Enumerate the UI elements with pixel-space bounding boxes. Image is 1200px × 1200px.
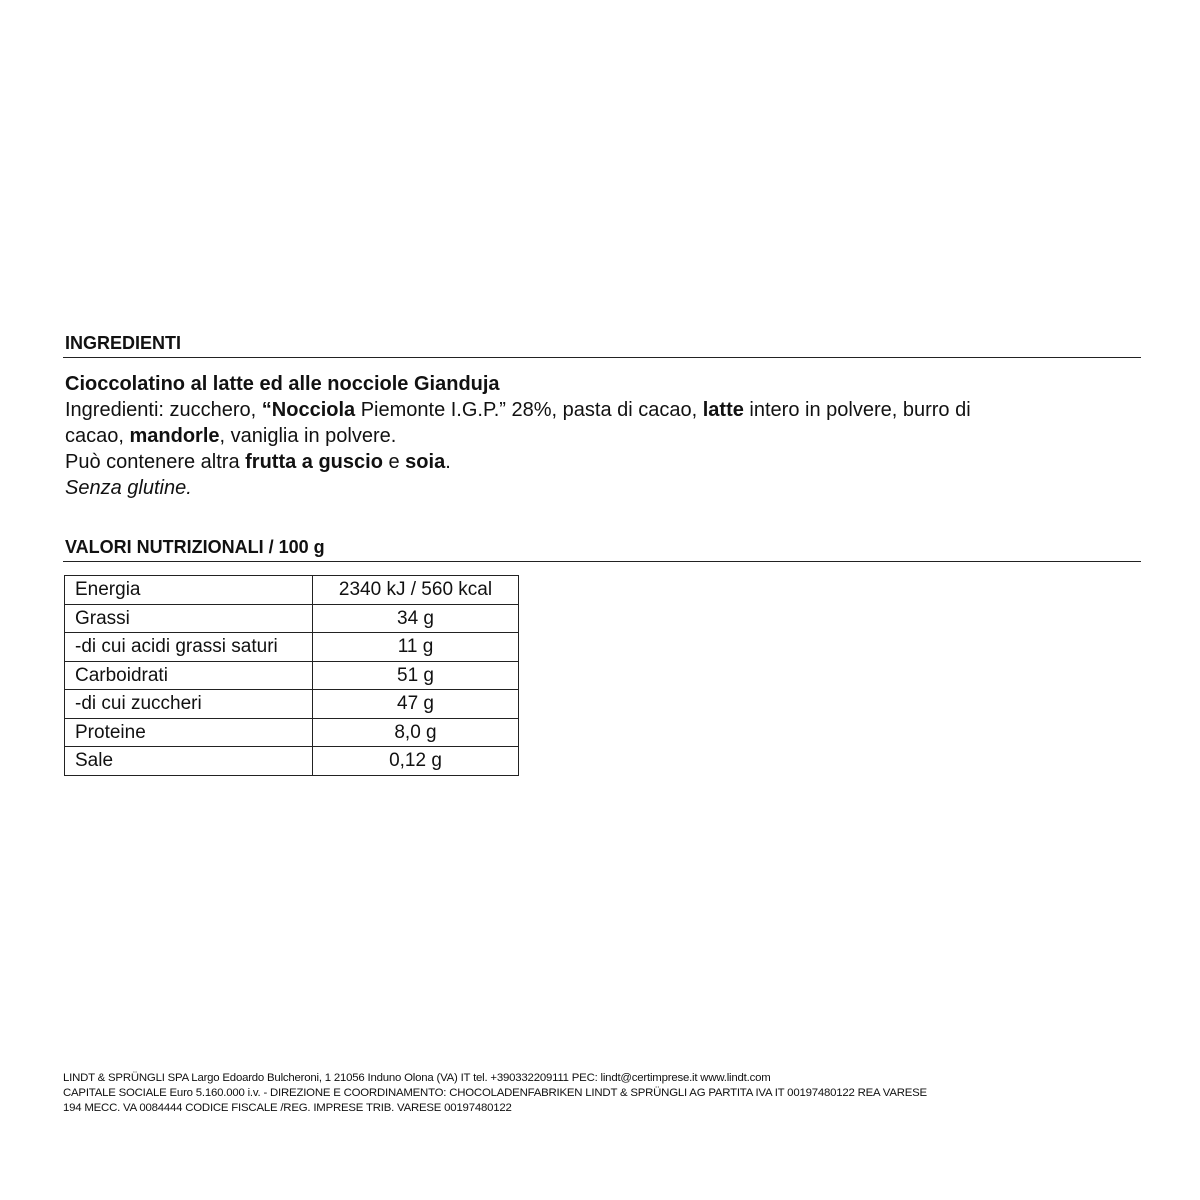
may-contain-notice [65, 449, 1125, 475]
nutrition-row [65, 690, 519, 719]
allergen-soy: soia [405, 451, 446, 473]
gluten-free-notice: Senza glutine. [65, 477, 192, 499]
ingredients-part: , vaniglia in polvere. [219, 425, 397, 447]
footer-line-3: 194 MECC. VA 0084444 CODICE FISCALE /REG. IMPRESE TRIB. VARESE 00197480122 [63, 1102, 512, 1114]
allergen-hazelnut: “Nocciola [261, 399, 356, 421]
allergen-almonds: mandorle [129, 425, 220, 447]
ingredients-part: cacao, [65, 425, 130, 447]
footer-line-1: LINDT & SPRÜNGLI SPA Largo Edoardo Bulcheroni, 1 21056 Induno Olona (VA) IT tel. +390332209111 PEC: lindt@certimprese.it www.lindt.com [63, 1072, 771, 1084]
nutrient-label: Sale [65, 747, 313, 776]
nutrient-label: Carboidrati [65, 661, 313, 690]
ingredients-heading: INGREDIENTI [65, 333, 182, 353]
nutrient-value: 11 g [313, 633, 519, 662]
allergen-milk: latte [702, 399, 744, 421]
nutrition-row [65, 747, 519, 776]
ingredients-part: Piemonte I.G.P.” 28%, pasta di cacao, [355, 399, 703, 421]
ingredients-prefix: Ingredienti: zucchero, [65, 399, 262, 421]
ingredients-divider [63, 357, 1141, 358]
nutrient-value: 2340 kJ / 560 kcal [313, 576, 519, 605]
ingredients-part: intero in polvere, burro di [743, 399, 971, 421]
nutrient-value: 47 g [313, 690, 519, 719]
product-name: Cioccolatino al latte ed alle nocciole Gianduja [65, 373, 500, 395]
nutrition-row [65, 718, 519, 747]
nutrition-row [65, 604, 519, 633]
footer-line-2: CAPITALE SOCIALE Euro 5.160.000 i.v. - DIREZIONE E COORDINAMENTO: CHOCOLADENFABRIKEN LINDT & SPRÜNGLI AG PARTITA IVA IT 00197480122 REA VARESE [63, 1087, 927, 1099]
may-contain-middle: e [382, 451, 406, 473]
may-contain-prefix: Può contenere altra [65, 451, 246, 473]
nutrient-label: Energia [65, 576, 313, 605]
nutrient-value: 51 g [313, 661, 519, 690]
nutrition-divider [63, 561, 1141, 562]
nutrition-heading: VALORI NUTRIZIONALI / 100 g [65, 537, 325, 557]
nutrition-row [65, 576, 519, 605]
may-contain-suffix: . [445, 451, 451, 473]
nutrition-table [64, 575, 519, 776]
nutrient-value: 0,12 g [313, 747, 519, 776]
nutrient-label: Proteine [65, 718, 313, 747]
ingredients-text-block [65, 371, 1125, 501]
nutrient-value: 8,0 g [313, 718, 519, 747]
nutrient-label: -di cui zuccheri [65, 690, 313, 719]
company-footer [63, 1071, 1163, 1116]
nutrition-row [65, 633, 519, 662]
nutrient-label: Grassi [65, 604, 313, 633]
allergen-nuts: frutta a guscio [245, 451, 383, 473]
nutrient-value: 34 g [313, 604, 519, 633]
nutrient-label: -di cui acidi grassi saturi [65, 633, 313, 662]
nutrition-row [65, 661, 519, 690]
ingredients-list [65, 397, 1125, 449]
